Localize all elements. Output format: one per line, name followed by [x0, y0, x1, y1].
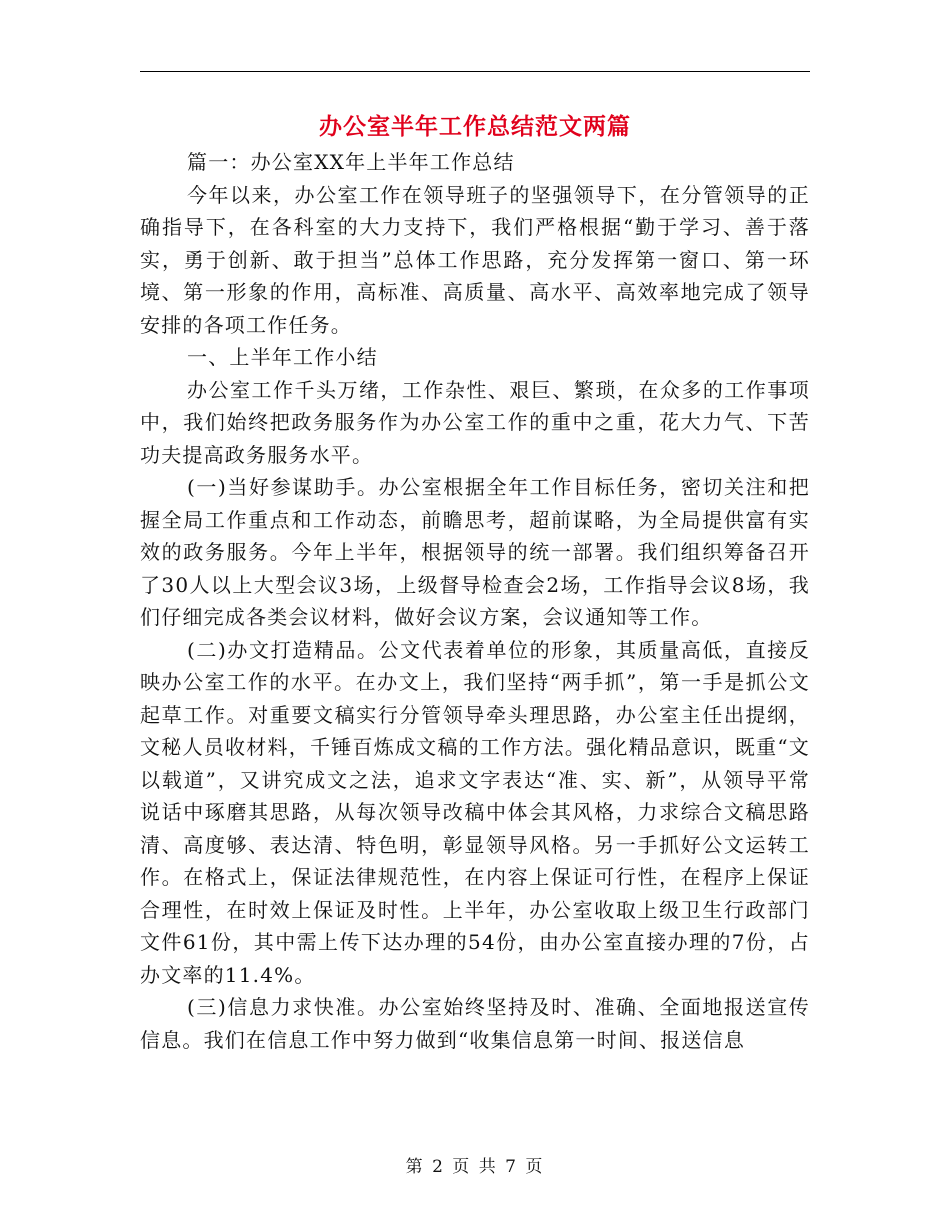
body-paragraph: (二)办文打造精品。公文代表着单位的形象，其质量高低，直接反映办公室工作的水平。在办文上，我们坚持“两手抓”，第一手是抓公文起草工作。对重要文稿实行分管领导牵头理思路，办公室主任出提纲，文秘人员收材料，千锤百炼成文稿的工作方法。强化精品意识，既重“文以载道”，又讲究成文之法，追求文字表达“准、实、新”，从领导平常说话中琢磨其思路，从每次领导改稿中体会其风格，力求综合文稿思路清、高度够、表达清、特色明，彰显领导风格。另一手抓好公文运转工作。在格式上，保证法律规范性，在内容上保证可行性，在程序上保证合理性，在时效上保证及时性。上半年，办公室收取上级卫生行政部门文件61份，其中需上传下达办理的54份，由办公室直接办理的7份，占办文率的11.4%。 — [140, 637, 810, 987]
section-heading: 篇一：办公室XX年上半年工作总结 — [187, 150, 515, 174]
subsection-heading: 一、上半年工作小结 — [187, 345, 378, 369]
body-paragraph: (一)当好参谋助手。办公室根据全年工作目标任务，密切关注和把握全局工作重点和工作动态，前瞻思考，超前谋略，为全局提供富有实效的政务服务。今年上半年，根据领导的统一部署。我们组织筹备召开了30人以上大型会议3场，上级督导检查会2场，工作指导会议8场，我们仔细完成各类会议材料，做好会议方案，会议通知等工作。 — [140, 475, 810, 629]
body-paragraph: 办公室工作千头万绪，工作杂性、艰巨、繁琐，在众多的工作事项中，我们始终把政务服务作为办公室工作的重中之重，花大力气、下苦功夫提高政务服务水平。 — [140, 377, 810, 467]
header-rule — [140, 71, 810, 72]
document-body — [140, 146, 810, 1056]
body-paragraph: 今年以来，办公室工作在领导班子的坚强领导下，在分管领导的正确指导下，在各科室的大力支持下，我们严格根据“勤于学习、善于落实，勇于创新、敢于担当”总体工作思路，充分发挥第一窗口、第一环境、第一形象的作用，高标准、高质量、高水平、高效率地完成了领导安排的各项工作任务。 — [140, 182, 810, 337]
body-paragraph: (三)信息力求快准。办公室始终坚持及时、准确、全面地报送宣传信息。我们在信息工作中努力做到“收集信息第一时间、报送信息 — [140, 995, 810, 1052]
page-footer: 第 2 页 共 7 页 — [405, 1157, 545, 1177]
document-title: 办公室半年工作总结范文两篇 — [319, 113, 631, 140]
